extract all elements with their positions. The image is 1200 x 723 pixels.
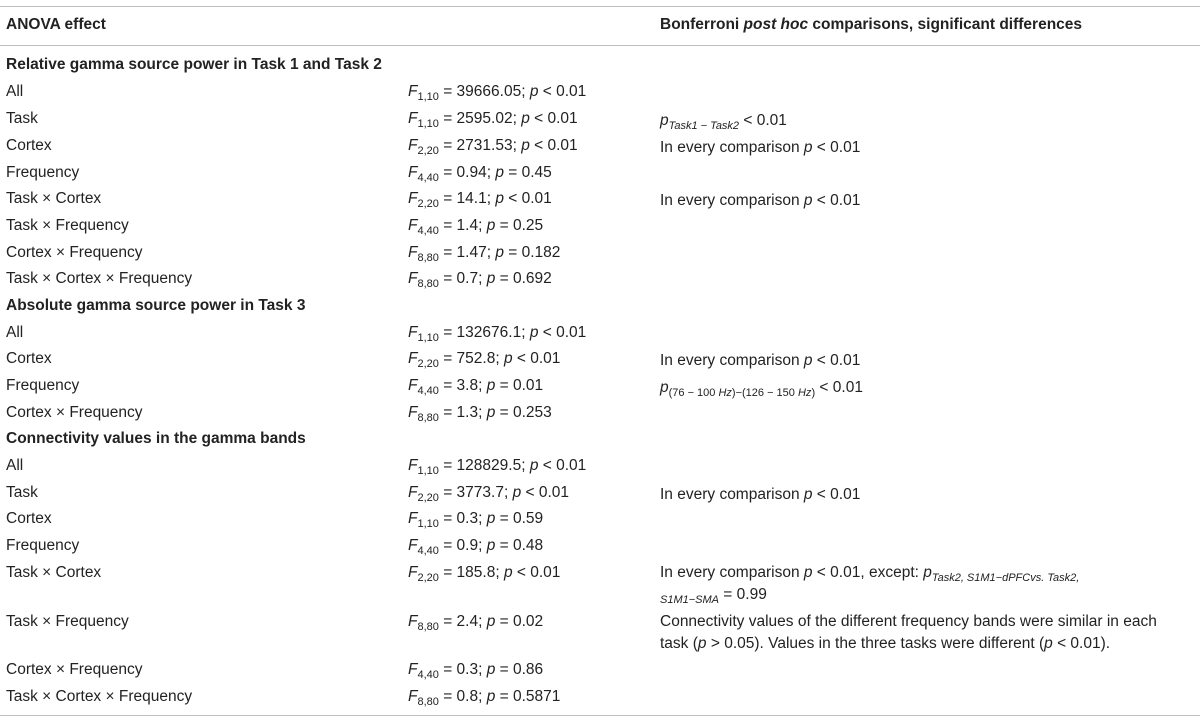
stat-cell: $F_{4,40} = 0.94$; p = 0.45 bbox=[408, 164, 552, 184]
header-bonferroni-post: comparisons, significant differences bbox=[808, 16, 1083, 33]
stat-cell: $F_{1,10} = 0.3$; p = 0.59 bbox=[408, 510, 544, 530]
table-row bbox=[0, 270, 1200, 296]
table-row bbox=[0, 350, 1200, 376]
table-row bbox=[0, 404, 1200, 430]
table-row bbox=[0, 537, 1200, 563]
effect-cell: Task × Frequency bbox=[6, 217, 129, 234]
table-row bbox=[0, 613, 1200, 661]
table-row bbox=[0, 217, 1200, 243]
table-row bbox=[0, 457, 1200, 483]
table-row bbox=[0, 510, 1200, 536]
table-row bbox=[0, 688, 1200, 714]
table-row bbox=[0, 377, 1200, 403]
header-bonferroni-italic: post hoc bbox=[743, 16, 809, 33]
stat-cell: $F_{8,80} = 0.7$; p = 0.692 bbox=[408, 270, 552, 290]
effect-cell: Frequency bbox=[6, 377, 80, 394]
stat-cell: $F_{1,10} = 2595.02$; p < 0.01 bbox=[408, 110, 578, 130]
effect-cell: Cortex × Frequency bbox=[6, 404, 143, 421]
effect-cell: Frequency bbox=[6, 537, 80, 554]
stat-cell: $F_{8,80} = 1.47$; p = 0.182 bbox=[408, 244, 561, 264]
table-row bbox=[0, 190, 1200, 216]
effect-cell: All bbox=[6, 457, 24, 474]
posthoc-cell: Connectivity values of the different frequency bands were similar in each task (p > 0.05). Values in the three tasks were different (p < 0.01). bbox=[660, 613, 1157, 652]
stat-cell: $F_{8,80} = 1.3$; p = 0.253 bbox=[408, 404, 552, 424]
stat-cell: $F_{8,80} = 0.8$; p = 0.5871 bbox=[408, 688, 561, 708]
posthoc-cell: In every comparison p < 0.01 bbox=[660, 486, 861, 503]
effect-cell: Cortex bbox=[6, 137, 52, 154]
stat-cell: $F_{8,80} = 2.4$; p = 0.02 bbox=[408, 613, 544, 633]
effect-cell: Task bbox=[6, 110, 38, 127]
section-title: Relative gamma source power in Task 1 and Task 2 bbox=[6, 56, 382, 73]
section-title: Connectivity values in the gamma bands bbox=[6, 430, 306, 447]
effect-cell: All bbox=[6, 83, 24, 100]
stat-cell: $F_{4,40} = 3.8$; p = 0.01 bbox=[408, 377, 544, 397]
table-row bbox=[0, 324, 1200, 350]
table-row bbox=[0, 244, 1200, 270]
section-title: Absolute gamma source power in Task 3 bbox=[6, 297, 306, 314]
effect-cell: Task × Cortex × Frequency bbox=[6, 688, 193, 705]
stat-cell: $F_{2,20} = 2731.53$; p < 0.01 bbox=[408, 137, 578, 157]
posthoc-cell: $p_{(76 - 100 Hz)-(126 - 150 Hz)} < 0.01$ bbox=[660, 379, 863, 399]
stat-cell: $F_{2,20} = 14.1$; p < 0.01 bbox=[408, 190, 552, 210]
posthoc-cell: In every comparison p < 0.01 bbox=[660, 139, 861, 156]
stat-cell: $F_{1,10} = 128829.5$; p < 0.01 bbox=[408, 457, 587, 477]
table-top-rule bbox=[0, 6, 1200, 7]
table-row bbox=[0, 564, 1200, 612]
posthoc-cell: In every comparison p < 0.01 bbox=[660, 192, 861, 209]
table-row bbox=[0, 137, 1200, 163]
stat-cell: $F_{2,20} = 185.8$; p < 0.01 bbox=[408, 564, 561, 584]
header-anova-effect: ANOVA effect bbox=[6, 16, 106, 33]
table-row bbox=[0, 110, 1200, 136]
posthoc-cell: In every comparison p < 0.01 bbox=[660, 352, 861, 369]
effect-cell: Task × Cortex bbox=[6, 190, 102, 207]
posthoc-cell: In every comparison p < 0.01, except: $p_{Task2, S1M1-dPFCvs. Task2,}$ $_{S1M1-SMA}$ = 0.99 bbox=[660, 564, 1080, 606]
table-row bbox=[0, 661, 1200, 687]
effect-cell: Task × Frequency bbox=[6, 613, 129, 630]
effect-cell: Frequency bbox=[6, 164, 80, 181]
effect-cell: All bbox=[6, 324, 24, 341]
stat-cell: $F_{2,20} = 752.8$; p < 0.01 bbox=[408, 350, 561, 370]
effect-cell: Cortex bbox=[6, 350, 52, 367]
effect-cell: Task × Cortex × Frequency bbox=[6, 270, 193, 287]
stat-cell: $F_{1,10} = 39666.05$; p < 0.01 bbox=[408, 83, 587, 103]
stat-cell: $F_{2,20} = 3773.7$; p < 0.01 bbox=[408, 484, 570, 504]
posthoc-cell: $p_{Task1 - Task2} < 0.01$ bbox=[660, 112, 787, 132]
stat-cell: $F_{4,40} = 0.3$; p = 0.86 bbox=[408, 661, 544, 681]
effect-cell: Task bbox=[6, 484, 38, 501]
header-bonferroni bbox=[660, 16, 1082, 34]
effect-cell: Cortex × Frequency bbox=[6, 244, 143, 261]
stat-cell: $F_{4,40} = 1.4$; p = 0.25 bbox=[408, 217, 544, 237]
table-row bbox=[0, 83, 1200, 109]
header-bonferroni-pre: Bonferroni bbox=[660, 16, 744, 33]
table-header-rule bbox=[0, 45, 1200, 46]
effect-cell: Cortex × Frequency bbox=[6, 661, 143, 678]
stat-cell: $F_{4,40} = 0.9$; p = 0.48 bbox=[408, 537, 544, 557]
effect-cell: Cortex bbox=[6, 510, 52, 527]
table-row bbox=[0, 164, 1200, 190]
effect-cell: Task × Cortex bbox=[6, 564, 102, 581]
table-row bbox=[0, 484, 1200, 510]
stat-cell: $F_{1,10} = 132676.1$; p < 0.01 bbox=[408, 324, 587, 344]
table-bottom-rule bbox=[0, 715, 1200, 716]
